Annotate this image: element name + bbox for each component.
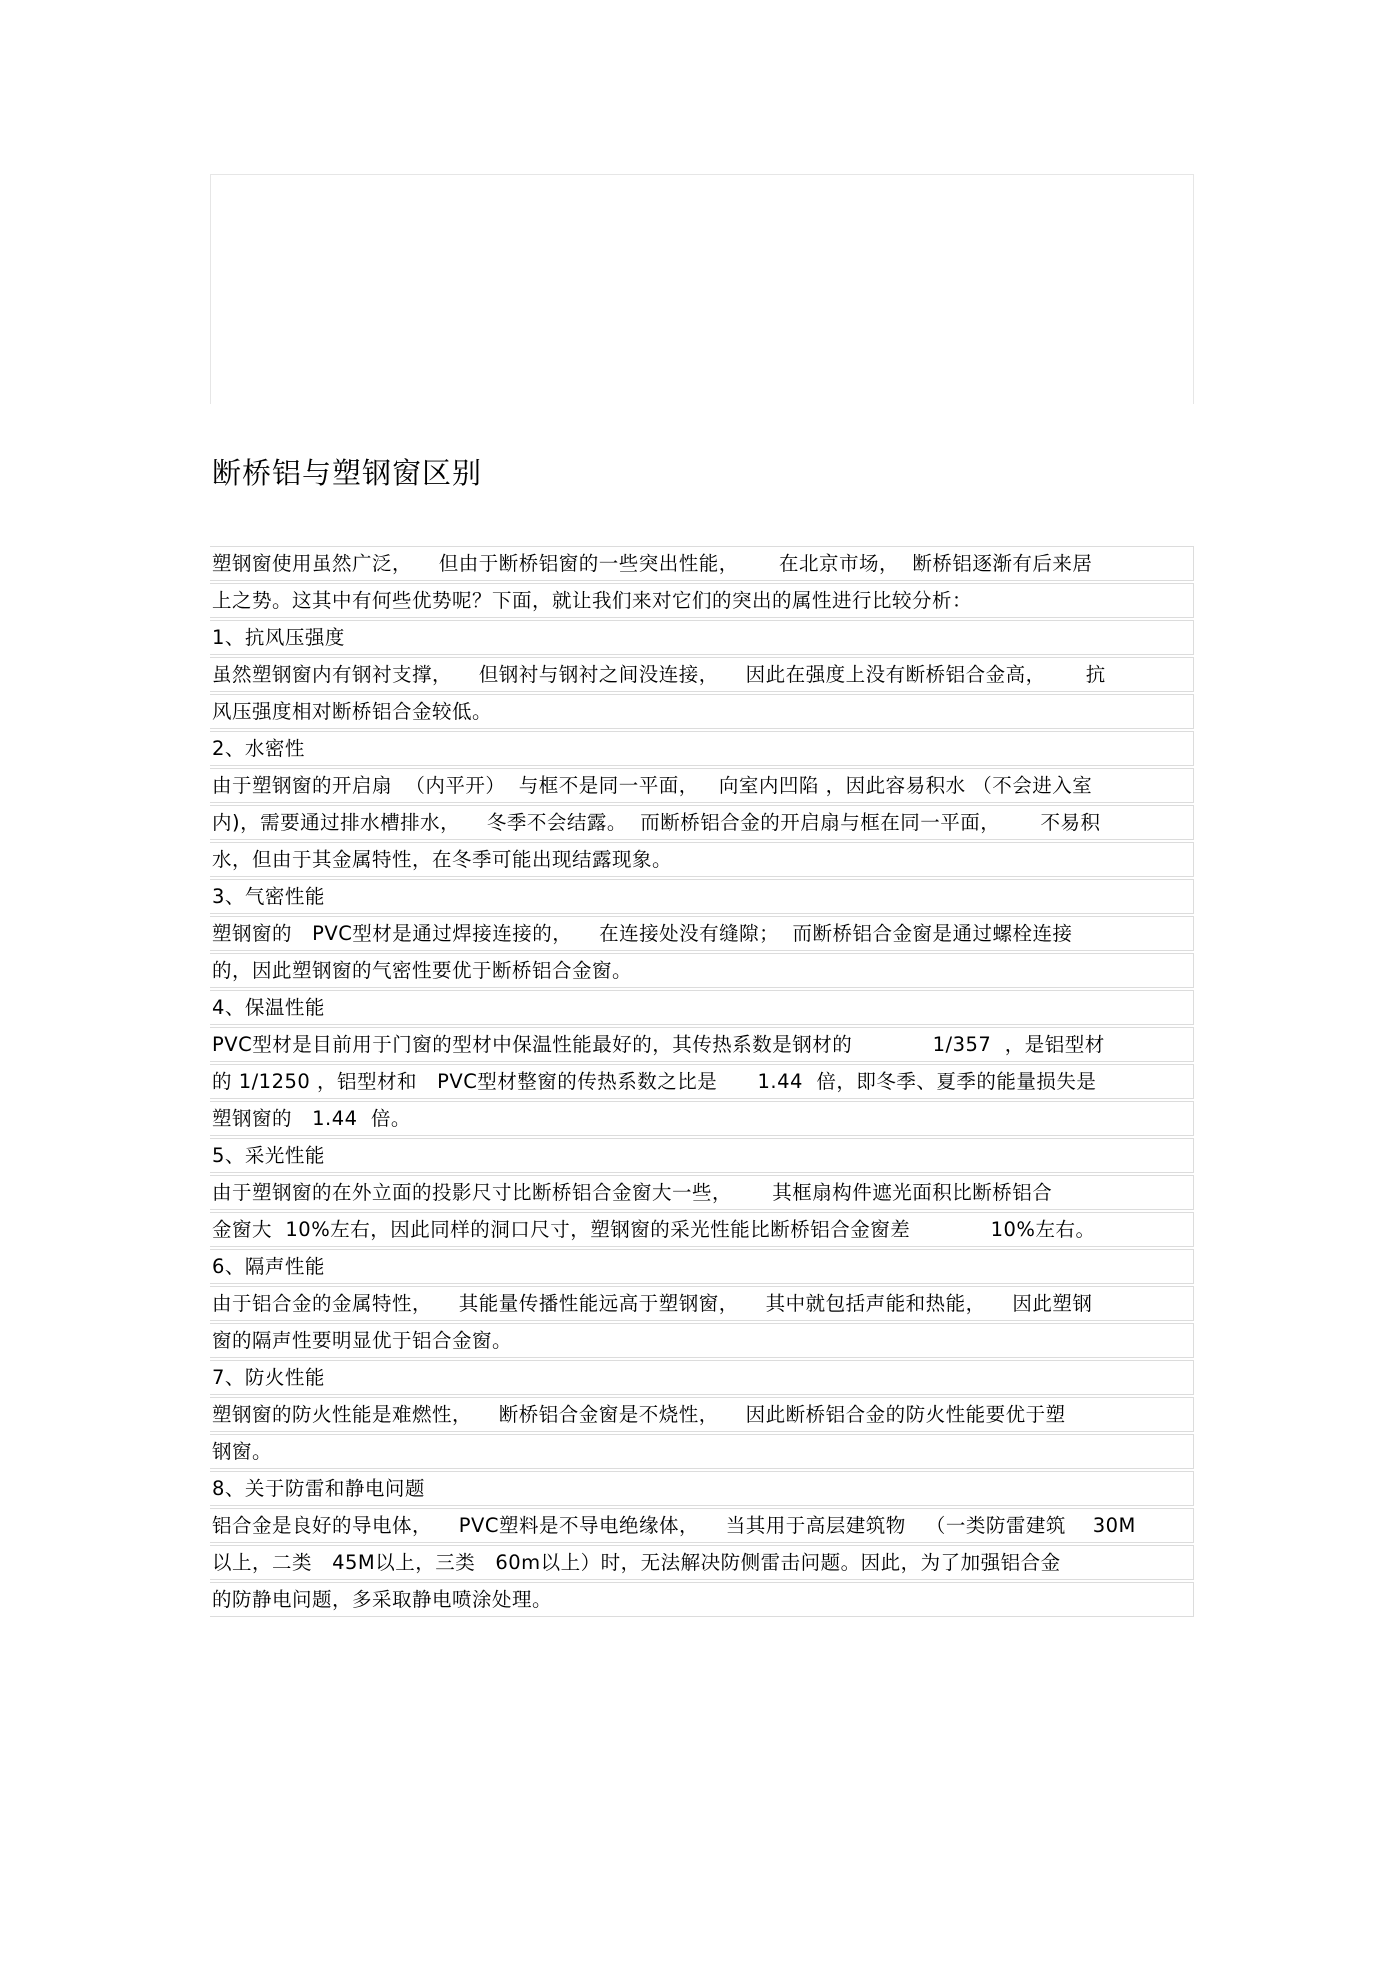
text-line: 塑钢窗的 PVC型材是通过焊接连接的， 在连接处没有缝隙； 而断桥铝合金窗是通过螺栓连接: [210, 916, 1194, 951]
text-line: 2、水密性: [210, 731, 1194, 766]
text-line: 内)，需要通过排水槽排水， 冬季不会结露。 而断桥铝合金的开启扇与框在同一平面， 不易积: [210, 805, 1194, 840]
text-line: 1、抗风压强度: [210, 620, 1194, 655]
page-title: 断桥铝与塑钢窗区别: [212, 456, 483, 490]
text-line: 的 1/1250 ，铝型材和 PVC型材整窗的传热系数之比是 1.44 倍，即冬季、夏季的能量损失是: [210, 1064, 1194, 1099]
text-line: 4、保温性能: [210, 990, 1194, 1025]
text-line: 虽然塑钢窗内有钢衬支撑， 但钢衬与钢衬之间没连接， 因此在强度上没有断桥铝合金高， 抗: [210, 657, 1194, 692]
text-line: PVC型材是目前用于门窗的型材中保温性能最好的，其传热系数是钢材的 1/357 ，是铝型材: [210, 1027, 1194, 1062]
text-line: 6、隔声性能: [210, 1249, 1194, 1284]
text-line: 窗的隔声性要明显优于铝合金窗。: [210, 1323, 1194, 1358]
text-line: 由于塑钢窗的在外立面的投影尺寸比断桥铝合金窗大一些， 其框扇构件遮光面积比断桥铝合: [210, 1175, 1194, 1210]
text-line: 8、关于防雷和静电问题: [210, 1471, 1194, 1506]
text-line: 塑钢窗的防火性能是难燃性， 断桥铝合金窗是不烧性， 因此断桥铝合金的防火性能要优于塑: [210, 1397, 1194, 1432]
document-body: [210, 546, 1194, 1619]
text-line: 铝合金是良好的导电体， PVC塑料是不导电绝缘体， 当其用于高层建筑物 （一类防雷建筑 30M: [210, 1508, 1194, 1543]
text-line: 5、采光性能: [210, 1138, 1194, 1173]
text-line: 风压强度相对断桥铝合金较低。: [210, 694, 1194, 729]
text-line: 3、气密性能: [210, 879, 1194, 914]
blank-frame: [210, 174, 1194, 404]
text-line: 上之势。这其中有何些优势呢？下面，就让我们来对它们的突出的属性进行比较分析：: [210, 583, 1194, 618]
text-line: 的防静电问题，多采取静电喷涂处理。: [210, 1582, 1194, 1617]
text-line: 金窗大 10%左右，因此同样的洞口尺寸，塑钢窗的采光性能比断桥铝合金窗差 10%左右。: [210, 1212, 1194, 1247]
text-line: 以上，二类 45M以上，三类 60m以上）时，无法解决防侧雷击问题。因此，为了加强铝合金: [210, 1545, 1194, 1580]
text-line: 塑钢窗使用虽然广泛， 但由于断桥铝窗的一些突出性能， 在北京市场， 断桥铝逐渐有后来居: [210, 546, 1194, 581]
text-line: 塑钢窗的 1.44 倍。: [210, 1101, 1194, 1136]
text-line: 水，但由于其金属特性，在冬季可能出现结露现象。: [210, 842, 1194, 877]
text-line: 7、防火性能: [210, 1360, 1194, 1395]
text-line: 钢窗。: [210, 1434, 1194, 1469]
text-line: 的，因此塑钢窗的气密性要优于断桥铝合金窗。: [210, 953, 1194, 988]
text-line: 由于塑钢窗的开启扇 （内平开） 与框不是同一平面， 向室内凹陷 ，因此容易积水 （不会进入室: [210, 768, 1194, 803]
text-line: 由于铝合金的金属特性， 其能量传播性能远高于塑钢窗， 其中就包括声能和热能， 因此塑钢: [210, 1286, 1194, 1321]
